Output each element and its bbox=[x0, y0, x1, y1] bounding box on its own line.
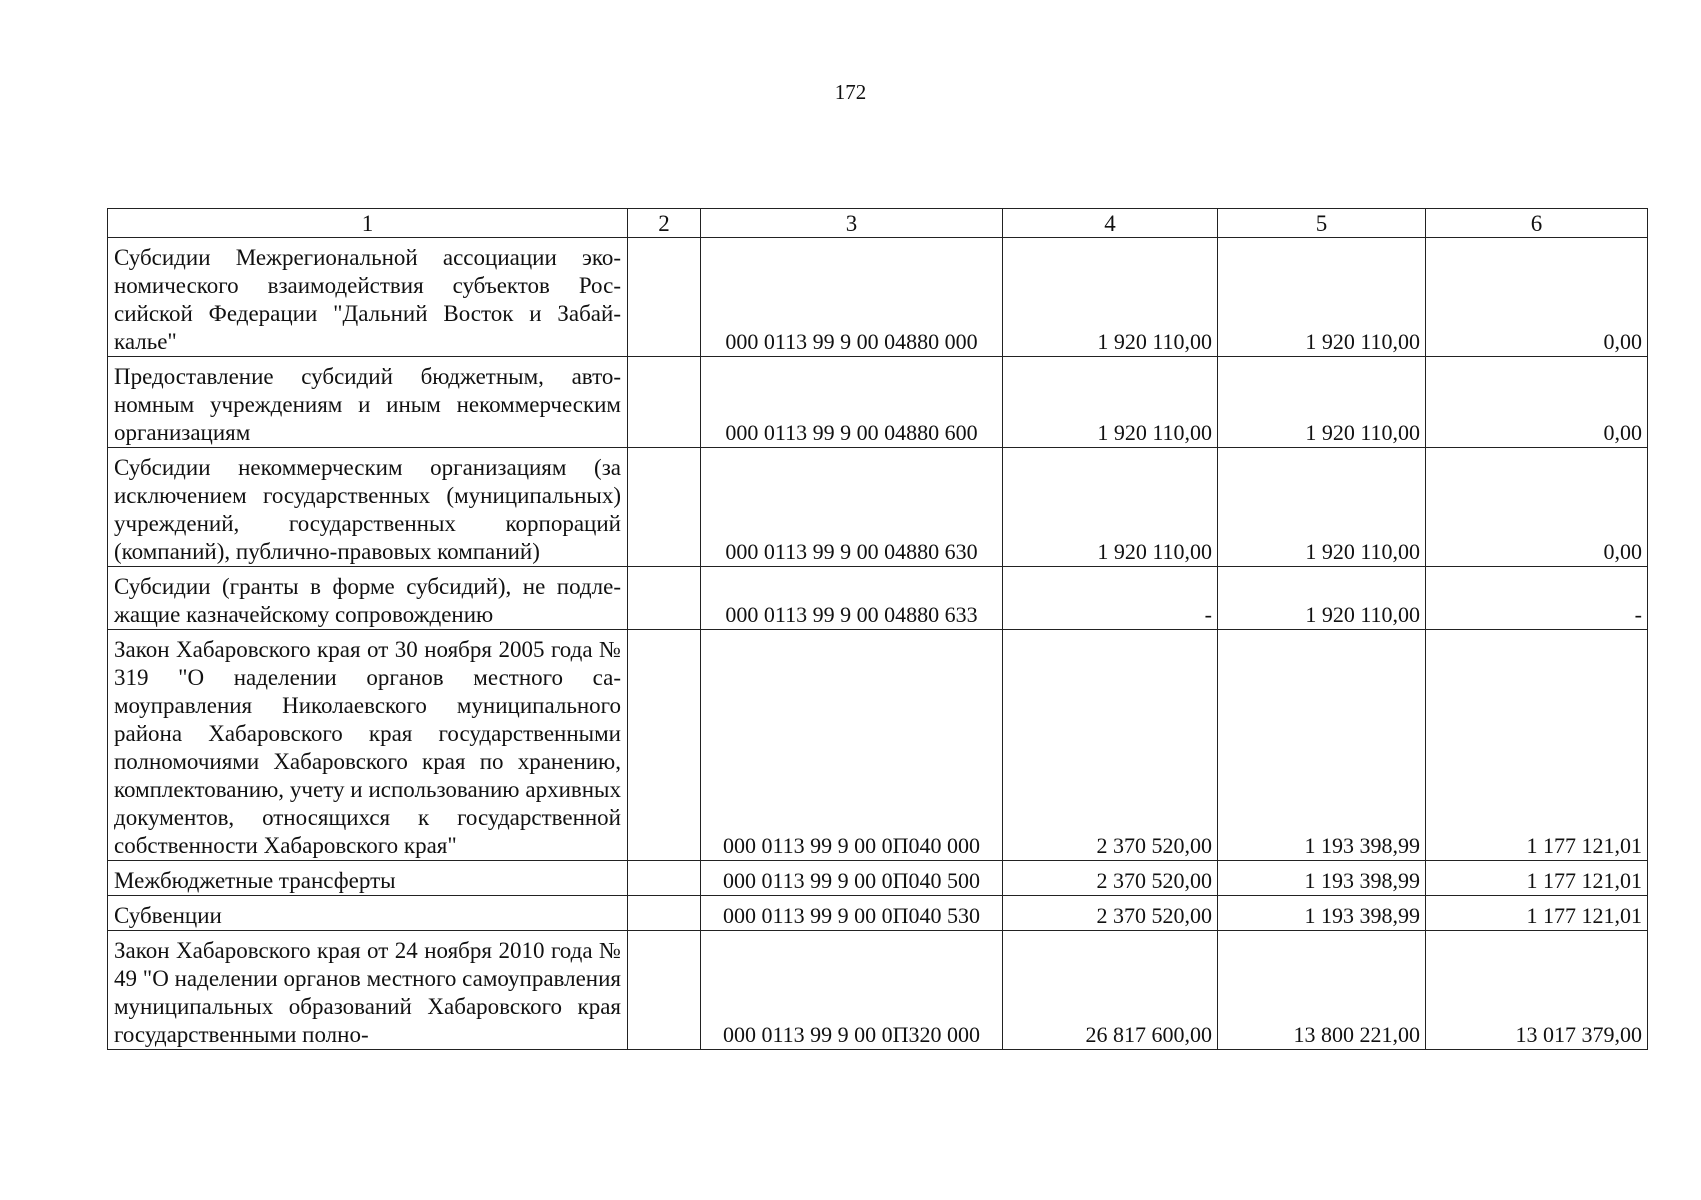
table-row bbox=[108, 630, 1648, 861]
row-code: 000 0113 99 9 00 0П040 500 bbox=[701, 861, 1003, 896]
header-cell-3: 3 bbox=[701, 209, 1003, 238]
row-col6: 0,00 bbox=[1426, 238, 1648, 357]
row-name: Закон Хабаровского края от 24 ноября 2010 года № 49 "О наделении органов местного самоуправления муниципальных образований Хабаровского края государственными полно- bbox=[108, 931, 628, 1050]
row-col4: 2 370 520,00 bbox=[1003, 630, 1218, 861]
row-col5: 1 920 110,00 bbox=[1218, 238, 1426, 357]
row-col6: 1 177 121,01 bbox=[1426, 630, 1648, 861]
row-col4: 1 920 110,00 bbox=[1003, 357, 1218, 448]
table-row bbox=[108, 357, 1648, 448]
row-col4: 26 817 600,00 bbox=[1003, 931, 1218, 1050]
row-col6: - bbox=[1426, 567, 1648, 630]
row-col6: 1 177 121,01 bbox=[1426, 896, 1648, 931]
row-code: 000 0113 99 9 00 0П040 000 bbox=[701, 630, 1003, 861]
budget-table bbox=[107, 208, 1648, 1050]
header-cell-1: 1 bbox=[108, 209, 628, 238]
table-row bbox=[108, 931, 1648, 1050]
row-code: 000 0113 99 9 00 0П320 000 bbox=[701, 931, 1003, 1050]
header-cell-5: 5 bbox=[1218, 209, 1426, 238]
row-col2 bbox=[628, 861, 701, 896]
row-col2 bbox=[628, 630, 701, 861]
header-cell-6: 6 bbox=[1426, 209, 1648, 238]
row-name: Субсидии Межрегиональной ассоциации экономического взаимодействия субъектов Российской Федерации "Дальний Восток и Забайкалье" bbox=[108, 238, 628, 357]
row-col5: 1 193 398,99 bbox=[1218, 861, 1426, 896]
table-row bbox=[108, 567, 1648, 630]
row-col4: - bbox=[1003, 567, 1218, 630]
table-row bbox=[108, 238, 1648, 357]
row-col2 bbox=[628, 896, 701, 931]
header-cell-2: 2 bbox=[628, 209, 701, 238]
row-col2 bbox=[628, 567, 701, 630]
row-col5: 1 193 398,99 bbox=[1218, 630, 1426, 861]
table-row bbox=[108, 896, 1648, 931]
row-col4: 2 370 520,00 bbox=[1003, 861, 1218, 896]
row-col4: 2 370 520,00 bbox=[1003, 896, 1218, 931]
row-col5: 13 800 221,00 bbox=[1218, 931, 1426, 1050]
table-row bbox=[108, 448, 1648, 567]
row-col2 bbox=[628, 357, 701, 448]
row-code: 000 0113 99 9 00 04880 633 bbox=[701, 567, 1003, 630]
row-col5: 1 920 110,00 bbox=[1218, 357, 1426, 448]
row-code: 000 0113 99 9 00 04880 000 bbox=[701, 238, 1003, 357]
row-col4: 1 920 110,00 bbox=[1003, 448, 1218, 567]
row-col4: 1 920 110,00 bbox=[1003, 238, 1218, 357]
row-code: 000 0113 99 9 00 04880 630 bbox=[701, 448, 1003, 567]
row-name: Субсидии (гранты в форме субсидий), не подлежащие казначейскому сопровождению bbox=[108, 567, 628, 630]
row-col6: 13 017 379,00 bbox=[1426, 931, 1648, 1050]
row-name: Предоставление субсидий бюджетным, автономным учреждениям и иным некоммерческим организациям bbox=[108, 357, 628, 448]
row-col2 bbox=[628, 238, 701, 357]
row-name: Межбюджетные трансферты bbox=[108, 861, 628, 896]
header-cell-4: 4 bbox=[1003, 209, 1218, 238]
row-name: Субвенции bbox=[108, 896, 628, 931]
row-col6: 0,00 bbox=[1426, 357, 1648, 448]
row-col5: 1 920 110,00 bbox=[1218, 448, 1426, 567]
row-name: Закон Хабаровского края от 30 ноября 2005 года № 319 "О наделении органов местного самоуправления Николаевского муниципального района Хабаровского края государственными полномочиями Хабаровского края по хранению, комплектованию, учету и использованию архивных документов, относящихся к государственной собственности Хабаровского края" bbox=[108, 630, 628, 861]
page-number: 172 bbox=[834, 80, 867, 104]
row-col2 bbox=[628, 448, 701, 567]
row-col6: 1 177 121,01 bbox=[1426, 861, 1648, 896]
row-col5: 1 193 398,99 bbox=[1218, 896, 1426, 931]
row-col6: 0,00 bbox=[1426, 448, 1648, 567]
row-col2 bbox=[628, 931, 701, 1050]
row-code: 000 0113 99 9 00 0П040 530 bbox=[701, 896, 1003, 931]
row-name: Субсидии некоммерческим организациям (за исключением государственных (муниципальных) учреждений, государственных корпораций (компаний), публично-правовых компаний) bbox=[108, 448, 628, 567]
header-row bbox=[108, 209, 1648, 238]
table-row bbox=[108, 861, 1648, 896]
row-code: 000 0113 99 9 00 04880 600 bbox=[701, 357, 1003, 448]
row-col5: 1 920 110,00 bbox=[1218, 567, 1426, 630]
